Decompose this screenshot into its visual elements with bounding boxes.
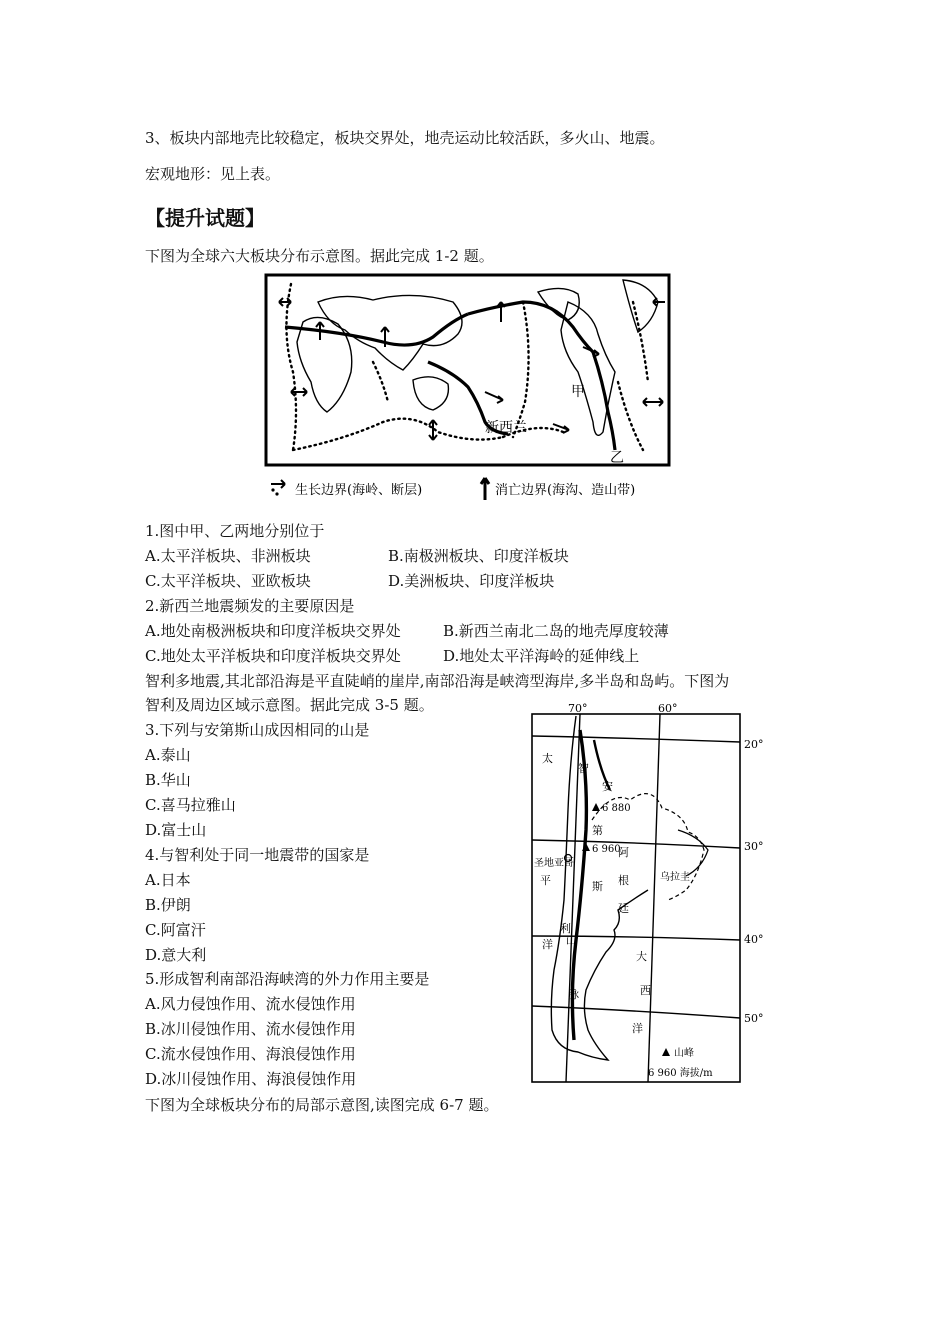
q2-option-c: C.地处太平洋板块和印度洋板块交界处 <box>145 647 401 665</box>
label-yang-pacific: 洋 <box>542 938 553 951</box>
label-shan: 山 <box>566 934 577 947</box>
q4-option-b: B.伊朗 <box>145 896 191 914</box>
peak-1-label: 6 880 <box>602 803 631 814</box>
label-li: 利 <box>560 922 571 935</box>
q4-option-a: A.日本 <box>145 871 191 889</box>
label-mai: 脉 <box>568 988 579 1001</box>
section-title: 【提升试题】 <box>145 206 265 230</box>
label-uruguay: 乌拉圭 <box>660 872 690 883</box>
q4-option-c: C.阿富汗 <box>145 921 206 939</box>
label-yang-atlantic: 洋 <box>632 1022 643 1035</box>
q2-stem: 2.新西兰地震频发的主要原因是 <box>145 597 355 615</box>
label-new-zealand: 新西兰 <box>485 420 527 436</box>
label-xi: 西 <box>640 984 651 997</box>
label-ping: 平 <box>540 874 551 887</box>
santiago-label: 圣地亚哥 <box>534 858 574 869</box>
peak-2-label: 6 960 <box>592 844 621 855</box>
label-gen: 根 <box>618 874 629 887</box>
lat-50: 50° <box>744 1012 764 1025</box>
map-legend <box>271 478 635 500</box>
plate-map-figure <box>263 272 683 504</box>
q5-stem: 5.形成智利南部沿海峡湾的外力作用主要是 <box>145 970 430 988</box>
q5-option-a: A.风力侵蚀作用、流水侵蚀作用 <box>145 995 356 1013</box>
q1-stem: 1.图中甲、乙两地分别位于 <box>145 522 325 540</box>
label-a: 阿 <box>618 846 629 859</box>
map-frame <box>266 275 669 465</box>
q1-option-b: B.南极洲板块、印度洋板块 <box>388 547 569 565</box>
label-ting: 廷 <box>618 902 629 915</box>
label-yi: 乙 <box>610 450 624 466</box>
q1-option-d: D.美洲板块、印度洋板块 <box>388 572 555 590</box>
intro-point-3: 3、板块内部地壳比较稳定，板块交界处，地壳运动比较活跃，多火山、地震。 <box>145 129 665 147</box>
growth-boundary-symbol <box>271 480 285 488</box>
q4-stem: 4.与智利处于同一地震带的国家是 <box>145 846 370 864</box>
q3-option-b: B.华山 <box>145 771 191 789</box>
legend-value: 6 960 海拔/m <box>648 1068 713 1079</box>
lat-20: 20° <box>744 738 764 751</box>
label-jia: 甲 <box>571 384 585 400</box>
legend-growth: 生长边界(海岭、断层) <box>295 483 423 498</box>
label-si: 斯 <box>592 880 603 893</box>
legend-subduction: 消亡边界(海沟、造山带) <box>495 483 636 498</box>
lat-30: 30° <box>744 840 764 853</box>
q1-option-a: A.太平洋板块、非洲板块 <box>145 547 311 565</box>
chile-map-figure <box>522 700 772 1086</box>
label-tai: 太 <box>542 752 553 765</box>
legend-title: 山峰 <box>674 1048 694 1059</box>
q2-option-a: A.地处南极洲板块和印度洋板块交界处 <box>145 622 401 640</box>
q5-option-b: B.冰川侵蚀作用、流水侵蚀作用 <box>145 1020 356 1038</box>
q4-option-d: D.意大利 <box>145 946 207 964</box>
q2-option-b: B.新西兰南北二岛的地壳厚度较薄 <box>443 622 669 640</box>
q3-option-a: A.泰山 <box>145 746 191 764</box>
q5-option-c: C.流水侵蚀作用、海浪侵蚀作用 <box>145 1045 356 1063</box>
question-intro-1-2: 下图为全球六大板块分布示意图。据此完成 1-2 题。 <box>145 247 494 265</box>
label-an: 安 <box>602 780 613 793</box>
q3-stem: 3.下列与安第斯山成因相同的山是 <box>145 721 370 739</box>
q3-option-c: C.喜马拉雅山 <box>145 796 236 814</box>
q2-option-d: D.地处太平洋海岭的延伸线上 <box>443 647 640 665</box>
chile-intro-line-1: 智利多地震,其北部沿海是平直陡峭的崖岸,南部沿海是峡湾型海岸,多半岛和岛屿。下图为 <box>145 672 730 690</box>
label-da: 大 <box>636 950 647 963</box>
label-di: 第 <box>592 824 603 837</box>
lon-70: 70° <box>568 702 588 715</box>
q6-7-intro: 下图为全球板块分布的局部示意图,读图完成 6-7 题。 <box>145 1096 499 1114</box>
intro-landform: 宏观地形：见上表。 <box>145 165 281 183</box>
chile-intro-line-2: 智利及周边区域示意图。据此完成 3-5 题。 <box>145 696 434 714</box>
label-zhi: 智 <box>578 762 589 775</box>
lon-60: 60° <box>658 702 678 715</box>
lat-40: 40° <box>744 933 764 946</box>
subduction-boundary-symbol <box>481 478 489 500</box>
q1-option-c: C.太平洋板块、亚欧板块 <box>145 572 311 590</box>
q3-option-d: D.富士山 <box>145 821 207 839</box>
q5-option-d: D.冰川侵蚀作用、海浪侵蚀作用 <box>145 1070 357 1088</box>
